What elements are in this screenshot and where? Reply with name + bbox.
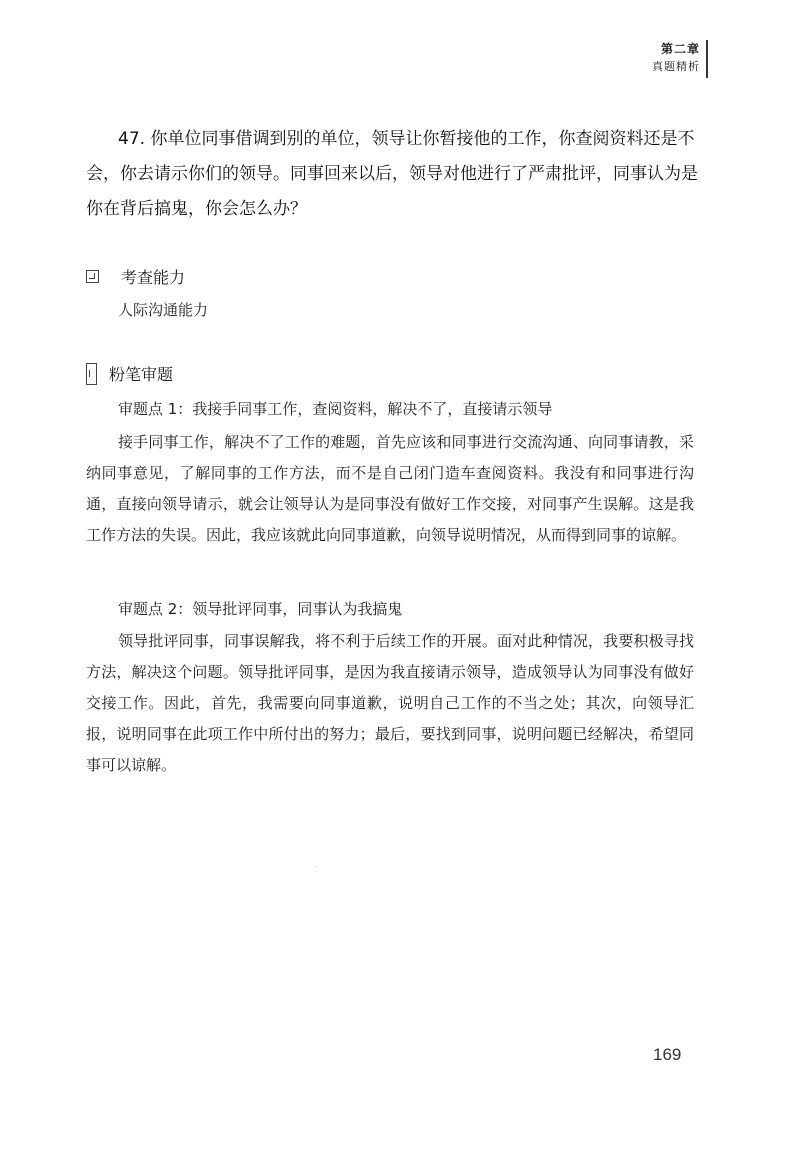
analysis-heading-label: 粉笔审题	[109, 365, 174, 384]
analysis-heading	[86, 362, 173, 385]
question-block	[86, 122, 706, 227]
analysis-point-title: 审题点 1：我接手同事工作，查阅资料，解决不了，直接请示领导	[118, 400, 553, 418]
question-number: 47.	[118, 129, 146, 149]
chalk-icon	[86, 363, 97, 385]
analysis-point-body: 接手同事工作，解决不了工作的难题，首先应该和同事进行交流沟通、向同事请教，采纳同事意见，了解同事的工作方法，而不是自己闭门造车查阅资料。我没有和同事进行沟通，直接向领导请示，就会让领导认为是同事没有做好工作交接，对同事产生误解。这是我工作方法的失误。因此，我应该就此向同事道歉，向领导说明情况，从而得到同事的谅解。	[86, 433, 694, 544]
section-label: 真题精析	[652, 60, 700, 73]
analysis-point-title: 审题点 2：领导批评同事，同事认为我搞鬼	[118, 600, 403, 618]
ability-value: 人际沟通能力	[118, 301, 209, 319]
header-divider	[706, 40, 708, 78]
analysis-point-body: 领导批评同事，同事误解我，将不利于后续工作的开展。面对此种情况，我要积极寻找方法，解决这个问题。领导批评同事，是因为我直接请示领导，造成领导认为同事没有做好交接工作。因此，首先，我需要向同事道歉，说明自己工作的不当之处；其次，向领导汇报，说明同事在此项工作中所付出的努力；最后，要找到同事，说明问题已经解决，希望同事可以谅解。	[86, 632, 694, 774]
ability-heading-label: 考查能力	[121, 268, 186, 287]
chapter-label: 第二章	[660, 42, 700, 56]
running-header	[652, 40, 700, 76]
question-text: 你单位同事借调到别的单位，领导让你暂接他的工作，你查阅资料还是不会，你去请示你们的领导。同事回来以后，领导对他进行了严肃批评，同事认为是你在背后搞鬼，你会怎么办？	[86, 129, 698, 219]
stray-mark	[316, 866, 317, 867]
checkbox-icon	[86, 270, 99, 283]
ability-heading	[86, 265, 185, 288]
page-number: 169	[653, 1045, 682, 1064]
